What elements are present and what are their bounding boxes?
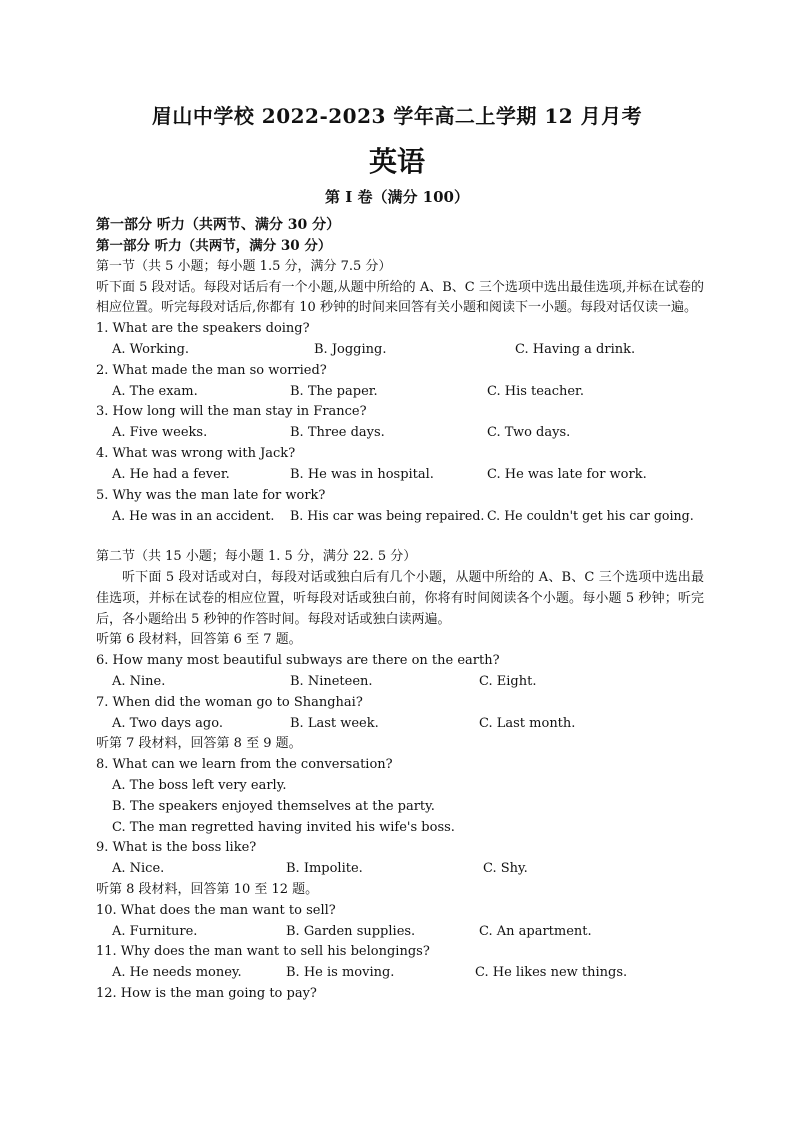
question-4: 4. What was wrong with Jack? — [96, 445, 296, 461]
option-5a: A. He was in an accident. — [112, 508, 275, 524]
option-5b: B. His car was being repaired. — [290, 508, 485, 524]
option-6a: A. Nine. — [112, 673, 166, 689]
question-7: 7. When did the woman go to Shanghai? — [96, 694, 363, 710]
volume-title: 第 I 卷（满分 100） — [325, 188, 469, 206]
options-9 — [96, 859, 704, 880]
question-3: 3. How long will the man stay in France? — [96, 404, 367, 420]
option-8b: B. The speakers enjoyed themselves at the party. — [112, 798, 435, 814]
option-8a: A. The boss left very early. — [112, 777, 287, 793]
option-10b: B. Garden supplies. — [286, 923, 416, 939]
options-7 — [96, 714, 704, 735]
question-10: 10. What does the man want to sell? — [96, 902, 336, 918]
option-5c: C. He couldn't get his car going. — [487, 508, 694, 524]
material-7-note: 听第 7 段材料，回答第 8 至 9 题。 — [96, 736, 302, 752]
option-7a: A. Two days ago. — [112, 715, 223, 731]
material-8-note: 听第 8 段材料，回答第 10 至 12 题。 — [96, 881, 319, 897]
option-3c: C. Two days. — [487, 425, 571, 441]
option-7c: C. Last month. — [479, 715, 576, 731]
section2-instructions: 听下面 5 段对话或对白，每段对话或独白后有几个小题，从题中所给的 A、B、C 三个选项中选出最佳选项，并标在试卷的相应位置，听每段对话或独白前，你将有时间阅读各个小题。每小题 5 秒钟；听完后，各小题给出 5 秒钟的作答时间。每段对话或独白读两遍。 — [96, 569, 704, 627]
exam-title: 眉山中学校 2022-2023 学年高二上学期 12 月月考 — [151, 104, 643, 128]
question-11: 11. Why does the man want to sell his belongings? — [96, 944, 430, 960]
question-1: 1. What are the speakers doing? — [96, 321, 310, 337]
question-2: 2. What made the man so worried? — [96, 362, 327, 378]
options-3 — [96, 423, 704, 444]
part1-heading: 第一部分 听力（共两节、满分 30 分） — [96, 217, 341, 233]
option-1c: C. Having a drink. — [515, 341, 636, 357]
question-5: 5. Why was the man late for work? — [96, 487, 326, 503]
option-4a: A. He had a fever. — [112, 466, 230, 482]
option-2b: B. The paper. — [290, 383, 378, 399]
option-9c: C. Shy. — [483, 861, 528, 877]
options-11 — [96, 963, 704, 984]
question-12: 12. How is the man going to pay? — [96, 985, 317, 1001]
exam-content — [96, 214, 704, 1005]
question-9: 9. What is the boss like? — [96, 840, 257, 856]
option-4c: C. He was late for work. — [487, 466, 647, 482]
option-8c: C. The man regretted having invited his wife's boss. — [112, 819, 455, 835]
options-10 — [96, 922, 704, 943]
option-9a: A. Nice. — [112, 861, 165, 877]
option-1a: A. Working. — [112, 341, 190, 357]
part1-heading-repeat: 第一部分 听力（共两节，满分 30 分） — [96, 238, 332, 254]
option-9b: B. Impolite. — [286, 861, 363, 877]
subject-title: 英语 — [368, 145, 425, 178]
option-2c: C. His teacher. — [487, 383, 584, 399]
option-10c: C. An apartment. — [479, 923, 592, 939]
option-6c: C. Eight. — [479, 673, 537, 689]
option-10a: A. Furniture. — [112, 923, 198, 939]
option-11a: A. He needs money. — [112, 965, 242, 981]
section2-heading: 第二节（共 15 小题；每小题 1. 5 分，满分 22. 5 分） — [96, 549, 417, 565]
option-6b: B. Nineteen. — [290, 673, 373, 689]
question-6: 6. How many most beautiful subways are there on the earth? — [96, 653, 500, 669]
options-1 — [96, 340, 704, 361]
option-2a: A. The exam. — [112, 383, 198, 399]
options-6 — [96, 672, 704, 693]
option-11c: C. He likes new things. — [475, 965, 628, 981]
option-1b: B. Jogging. — [314, 341, 387, 357]
options-2 — [96, 382, 704, 403]
option-3b: B. Three days. — [290, 425, 385, 441]
section1-instructions: 听下面 5 段对话。每段对话后有一个小题,从题中所给的 A、B、C 三个选项中选出最佳选项,并标在试卷的相应位置。听完每段对话后,你都有 10 秒钟的时间来回答有关小题和阅读下一小题。每段对话仅读一遍。 — [96, 279, 704, 316]
section1-heading: 第一节（共 5 小题；每小题 1.5 分，满分 7.5 分） — [96, 258, 392, 274]
option-4b: B. He was in hospital. — [290, 466, 434, 482]
options-5 — [96, 506, 704, 527]
question-8: 8. What can we learn from the conversation? — [96, 757, 393, 773]
options-4 — [96, 465, 704, 486]
option-7b: B. Last week. — [290, 715, 379, 731]
option-11b: B. He is moving. — [286, 965, 395, 981]
material-6-note: 听第 6 段材料，回答第 6 至 7 题。 — [96, 632, 302, 648]
option-3a: A. Five weeks. — [112, 425, 208, 441]
